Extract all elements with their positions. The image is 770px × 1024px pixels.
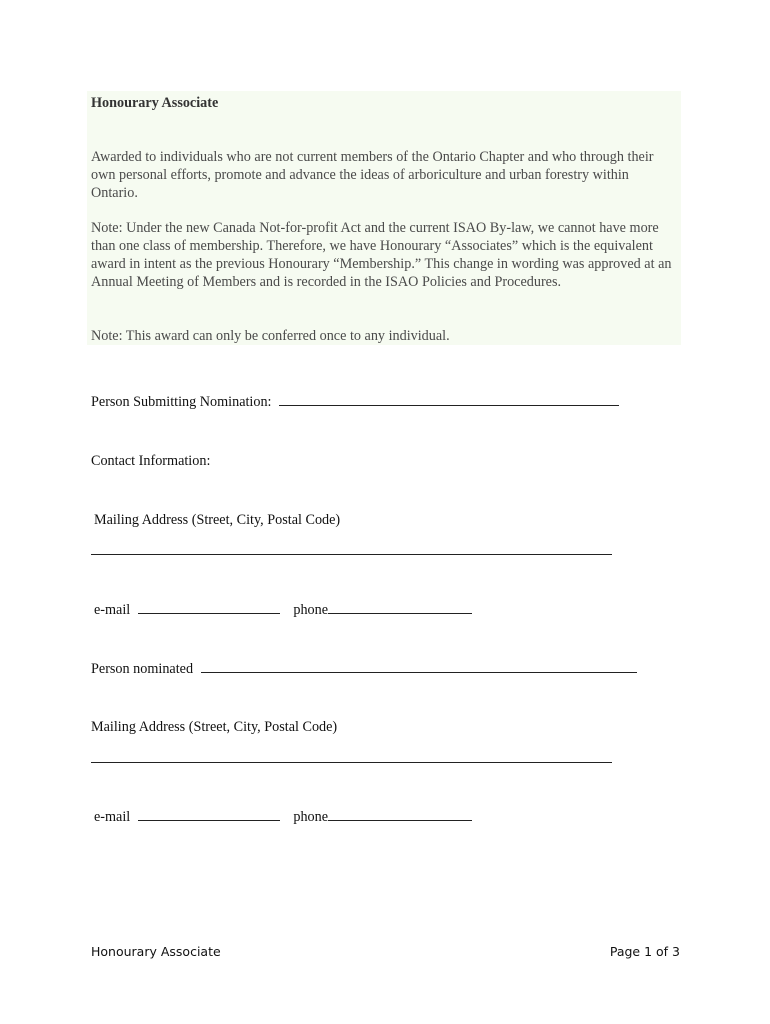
nominee-mailing-address-label: Mailing Address (Street, City, Postal Code) <box>91 719 338 735</box>
submitter-email-label: e-mail <box>94 602 131 618</box>
submitter-row <box>91 392 619 411</box>
submitter-mailing-address-field[interactable] <box>91 554 612 555</box>
intro-paragraph-1: Awarded to individuals who are not current members of the Ontario Chapter and who through their own personal efforts, promote and advance the ideas of arboriculture and urban forestry within Ontario. <box>91 149 654 201</box>
nominee-field[interactable] <box>201 659 637 673</box>
submitter-phone-field[interactable] <box>328 600 472 614</box>
nominee-email-field[interactable] <box>138 807 280 821</box>
intro-paragraph-2: Note: Under the new Canada Not-for-profit Act and the current ISAO By-law, we cannot have more than one class of membership. Therefore, we have Honourary “Associates” which is the equivalent award in intent as the previous Honourary “Membership.” This change in wording was approved at an Annual Meeting of Members and is recorded in the ISAO Policies and Procedures. <box>91 220 672 290</box>
submitter-phone-label: phone <box>293 602 329 618</box>
page-number: Page 1 of 3 <box>609 944 680 959</box>
nominee-mailing-address-field[interactable] <box>91 762 612 763</box>
intro-paragraph-3: Note: This award can only be conferred once to any individual. <box>91 328 450 344</box>
description-box <box>87 91 681 345</box>
submitter-email-row <box>94 600 472 619</box>
nominee-email-row <box>94 807 472 826</box>
section-title: Honourary Associate <box>91 95 219 111</box>
submitter-field[interactable] <box>279 392 619 406</box>
submitter-mailing-address-label: Mailing Address (Street, City, Postal Code) <box>94 512 341 528</box>
nominee-phone-field[interactable] <box>328 807 472 821</box>
nominee-label: Person nominated <box>91 661 194 677</box>
submitter-label: Person Submitting Nomination: <box>91 394 272 410</box>
nominee-phone-label: phone <box>293 809 329 825</box>
footer-title: Honourary Associate <box>91 944 221 959</box>
submitter-email-field[interactable] <box>138 600 280 614</box>
nominee-row <box>91 659 637 678</box>
nominee-email-label: e-mail <box>94 809 131 825</box>
contact-information-label: Contact Information: <box>91 453 211 469</box>
